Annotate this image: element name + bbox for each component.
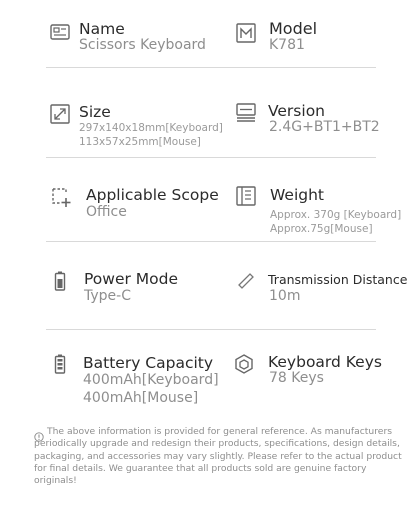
- spec-value: Office: [86, 204, 127, 220]
- spec-label: Battery Capacity: [83, 354, 214, 372]
- spec-value: 400mAh[Keyboard]: [83, 372, 219, 388]
- spec-value: K781: [269, 37, 305, 53]
- divider: [46, 241, 376, 242]
- spec-label: Power Mode: [84, 270, 179, 288]
- spec-value: 297x140x18mm[Keyboard]: [79, 122, 223, 134]
- spec-value: 2.4G+BT1+BT2: [269, 119, 380, 135]
- spec-label: Version: [268, 102, 325, 120]
- spec-label: Keyboard Keys: [268, 353, 382, 371]
- spec-label: Size: [79, 103, 111, 121]
- spec-value: Approx.75g[Mouse]: [270, 223, 373, 235]
- spec-value: Scissors Keyboard: [79, 37, 206, 53]
- divider: [46, 157, 376, 158]
- divider: [46, 67, 376, 68]
- spec-label: Applicable Scope: [86, 186, 219, 204]
- spec-value: 78 Keys: [269, 370, 324, 386]
- spec-value: 10m: [269, 288, 301, 304]
- spec-label: Model: [269, 19, 318, 38]
- scope-icon: [50, 186, 72, 208]
- size-icon: [49, 103, 71, 125]
- spec-label: Transmission Distance: [268, 272, 408, 287]
- disclaimer-text: The above information is provided for general reference. As manufacturers periodically upgrade and redesign their products, specifications, design details, packaging, and accessories may vary slightly. Please refer to the actual product for final details. We guarantee that all products sold are genuine factory originals!: [34, 426, 402, 487]
- version-icon: [235, 101, 257, 123]
- name-tag-icon: [49, 21, 71, 43]
- spec-value: Type-C: [84, 288, 131, 304]
- battery-icon: [49, 270, 71, 292]
- divider: [46, 329, 376, 330]
- spec-value: 400mAh[Mouse]: [83, 390, 199, 406]
- spec-value: 113x57x25mm[Mouse]: [79, 136, 201, 148]
- transmission-icon: [235, 269, 257, 291]
- spec-value: Approx. 370g [Keyboard]: [270, 209, 402, 221]
- spec-label: Name: [79, 20, 125, 38]
- spec-label: Weight: [270, 186, 325, 204]
- keyboard-keys-icon: [233, 353, 255, 375]
- model-icon: [235, 22, 257, 44]
- disclaimer-notice: [34, 426, 406, 487]
- weight-icon: [235, 185, 257, 207]
- battery-capacity-icon: [49, 353, 71, 375]
